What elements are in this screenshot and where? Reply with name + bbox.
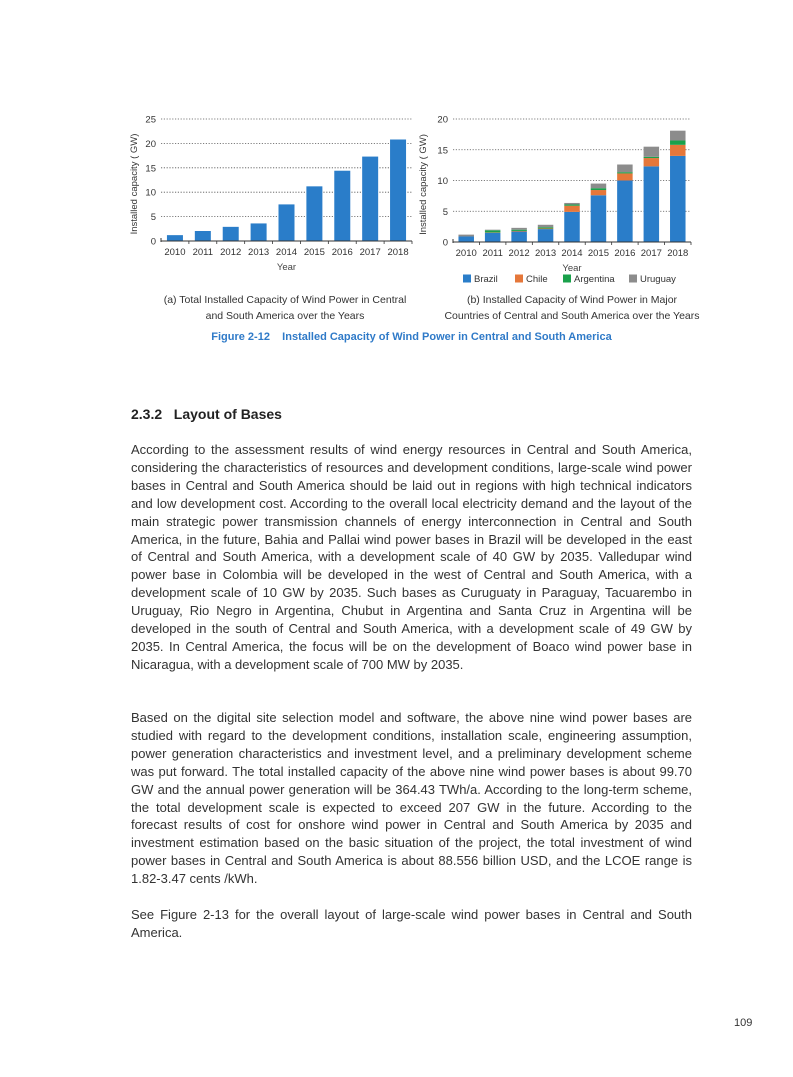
x-tick-label: 2016 [614, 248, 636, 259]
legend-label-argentina: Argentina [574, 274, 615, 285]
subcaption-b [432, 292, 712, 324]
section-heading: 2.3.2 Layout of Bases [131, 406, 282, 422]
legend-label-uruguay: Uruguay [640, 274, 676, 285]
x-tick-label: 2014 [275, 247, 298, 258]
x-tick-label: 2017 [359, 247, 381, 258]
x-tick-label: 2017 [640, 248, 662, 259]
bar-segment-brazil [511, 232, 526, 242]
y-tick-label: 20 [145, 138, 156, 150]
bar [195, 231, 211, 241]
bar-segment-uruguay [511, 228, 526, 230]
x-axis-label: Year [276, 262, 297, 273]
bar-segment-uruguay [485, 230, 501, 231]
bar-segment-uruguay [644, 147, 660, 157]
bar-segment-argentina [644, 157, 660, 158]
bar-segment-uruguay [564, 203, 580, 205]
y-tick-label: 15 [145, 163, 156, 175]
bar [167, 235, 183, 241]
subcaption-a [150, 292, 420, 324]
bar-segment-argentina [617, 172, 633, 173]
x-tick-label: 2011 [482, 248, 503, 259]
bar-segment-brazil [644, 166, 660, 242]
subcaption-b-line1: (b) Installed Capacity of Wind Power in Major [466, 294, 678, 306]
bar [251, 223, 267, 241]
y-tick-label: 20 [437, 114, 448, 126]
legend-swatch-argentina [563, 275, 571, 283]
chart-b-country-capacity [418, 115, 691, 286]
bar-segment-uruguay [617, 165, 633, 173]
bar [306, 186, 322, 241]
bar [334, 171, 350, 241]
bar-segment-argentina [538, 227, 554, 228]
bar-segment-chile [617, 173, 633, 180]
legend-swatch-brazil [463, 275, 471, 283]
bar-segment-uruguay [591, 184, 607, 189]
legend-label-brazil: Brazil [474, 274, 498, 285]
bar-segment-chile [591, 190, 607, 195]
x-tick-label: 2014 [561, 248, 583, 259]
x-tick-label: 2012 [220, 247, 242, 258]
bar-segment-argentina [591, 188, 607, 190]
y-tick-label: 10 [145, 187, 156, 199]
bar [223, 227, 239, 241]
subcaption-a-line2: and South America over the Years [205, 310, 365, 322]
bar-segment-chile [511, 231, 526, 232]
x-axis-label: Year [562, 263, 582, 274]
bar-segment-brazil [538, 229, 554, 242]
y-axis-label: Installed capacity ( GW) [129, 133, 140, 235]
x-tick-label: 2010 [455, 248, 477, 259]
bar-segment-brazil [485, 233, 501, 242]
bar-segment-brazil [670, 156, 686, 242]
figure-caption: Figure 2-12 Installed Capacity of Wind Power in Central and South America [211, 331, 612, 343]
bar-segment-chile [564, 206, 580, 212]
bar-segment-uruguay [670, 131, 686, 141]
figure-charts [0, 0, 793, 290]
subcaption-b-line2: Countries of Central and South America over the Years [444, 310, 700, 322]
y-tick-label: 10 [437, 176, 448, 187]
bar-segment-argentina [485, 230, 501, 232]
bar-segment-brazil [591, 195, 607, 242]
x-tick-label: 2015 [303, 247, 325, 258]
paragraph: According to the assessment results of wind energy resources in Central and South America, considering the characteristics of resources and development conditions, large-scale wind power bases in Central and South America should be laid out in regions with high technical indicators and low development cost. According to the overall local electricity demand and the layout of the main strategic power transmission channels of energy interconnection in Central and South America, in the future, Bahia and Pallai wind power bases in Brazil will be developed in the east of Central and South America, with a development scale of 40 GW by 2035. Valledupar wind power base in Colombia will be developed in the west of Central and South America, with a development scale of 10 GW by 2035. Such bases as Curuguaty in Paraguay, Tacuarembo in Uruguay, Rio Negro in Argentina, Chubut in Argentina and Santa Cruz in Argentina will be developed in the south of Central and South America, with a development scale of 49 GW by 2035. In Central America, the focus will be on the development of Boaco wind power base in Nicaragua, with a development scale of 700 MW by 2035. [131, 442, 692, 672]
x-tick-label: 2018 [667, 248, 689, 259]
legend-swatch-chile [515, 275, 523, 283]
x-tick-label: 2018 [387, 247, 409, 258]
bar-segment-chile [538, 228, 554, 229]
bar-segment-brazil [617, 181, 633, 243]
page-number: 109 [734, 1017, 753, 1029]
bar-segment-argentina [564, 204, 580, 205]
subcaption-a-line1: (a) Total Installed Capacity of Wind Power in Central [163, 294, 407, 306]
y-tick-label: 25 [145, 114, 156, 126]
legend-swatch-uruguay [629, 275, 637, 283]
chart-a-total-capacity [129, 115, 412, 274]
bar-segment-chile [670, 145, 686, 156]
x-tick-label: 2010 [164, 247, 186, 258]
bar [362, 157, 378, 241]
x-tick-label: 2011 [192, 247, 214, 258]
y-tick-label: 5 [150, 212, 156, 224]
y-axis-label: Installed capacity ( GW) [418, 134, 429, 235]
paragraph: Based on the digital site selection model and software, the above nine wind power bases are studied with regard to the development conditions, installation scale, engineering assumption, power generation characteristics and investment level, and a preliminary development scheme was put forward. The total installed capacity of the above nine wind power bases is about 99.70 GW and the annual power generation will be 364.43 TWh/a. According to the long-term scheme, the total development scale is expected to exceed 207 GW in the future. According to the forecast results of cost for onshore wind power in Central and South America by 2035 and investment estimation based on the basic situation of the project, the total investment of wind power bases in Central and South America is about 88.556 billion USD, and the LCOE range is 1.82-3.47 cents /kWh. [131, 710, 692, 887]
bar-segment-argentina [511, 230, 526, 231]
bar-segment-argentina [670, 141, 686, 145]
x-tick-label: 2016 [331, 247, 353, 258]
x-tick-label: 2013 [534, 248, 557, 259]
bar-segment-chile [644, 158, 660, 166]
y-tick-label: 5 [442, 206, 448, 218]
x-tick-label: 2013 [248, 247, 270, 258]
bar [279, 204, 295, 241]
bar [390, 139, 406, 241]
x-tick-label: 2015 [587, 248, 610, 259]
bar-segment-uruguay [458, 235, 474, 237]
bar-segment-brazil [564, 212, 580, 242]
x-tick-label: 2012 [508, 248, 530, 259]
paragraph: See Figure 2-13 for the overall layout of large-scale wind power bases in Central and South America. [131, 907, 692, 940]
y-tick-label: 15 [437, 145, 448, 157]
bar-segment-uruguay [538, 225, 554, 227]
legend-label-chile: Chile [526, 274, 548, 285]
y-tick-label: 0 [442, 237, 448, 249]
bar-segment-brazil [458, 236, 474, 242]
y-tick-label: 0 [150, 236, 156, 248]
